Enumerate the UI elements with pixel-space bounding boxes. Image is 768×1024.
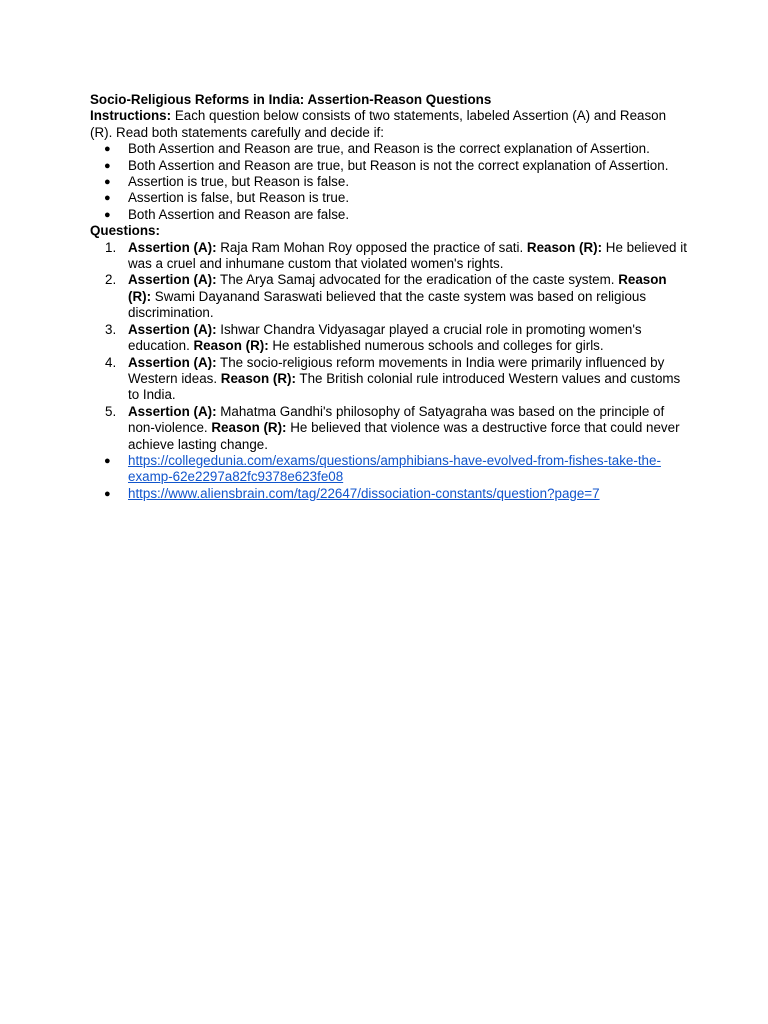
assertion-label: Assertion (A): [128, 354, 217, 370]
question-item [90, 355, 690, 404]
instructions-paragraph [90, 108, 690, 141]
option-item [90, 141, 690, 157]
bullet-icon: ● [104, 487, 111, 500]
answer-options-list [90, 141, 690, 223]
question-number: 3. [105, 321, 117, 337]
questions-heading: Questions: [90, 223, 160, 239]
assertion-label: Assertion (A): [128, 321, 217, 337]
option-text: Assertion is false, but Reason is true. [128, 190, 350, 206]
instructions-label: Instructions: [90, 108, 172, 124]
option-text: Both Assertion and Reason are false. [128, 206, 350, 222]
question-number: 4. [105, 354, 117, 370]
reason-label: Reason (R): [211, 420, 287, 436]
question-item [90, 240, 690, 273]
option-text: Both Assertion and Reason are true, and Reason is the correct explanation of Assertion. [128, 141, 650, 157]
bullet-icon: ● [104, 192, 111, 205]
question-item [90, 404, 690, 453]
question-number: 2. [105, 272, 117, 288]
reference-link[interactable]: https://www.aliensbrain.com/tag/22647/dissociation-constants/question?page=7 [128, 485, 600, 501]
assertion-text: The socio-religious reform movements in India were primarily influenced by Western ideas. [128, 354, 665, 386]
question-item [90, 272, 690, 321]
question-item [90, 322, 690, 355]
reason-text: He believed it was a cruel and inhumane custom that violated women's rights. [128, 239, 687, 272]
reference-link-item [90, 453, 690, 486]
option-item [90, 158, 690, 174]
reason-label: Reason (R): [128, 272, 667, 304]
assertion-label: Assertion (A): [128, 403, 217, 419]
reference-link[interactable]: https://collegedunia.com/exams/questions/amphibians-have-evolved-from-fishes-take-the-examp-62e2297a82fc9378e623fe08 [128, 452, 661, 485]
bullet-icon: ● [104, 208, 111, 221]
reason-text: He established numerous schools and colleges for girls. [268, 338, 604, 354]
assertion-text: Ishwar Chandra Vidyasagar played a crucial role in promoting women's education. [128, 321, 642, 354]
option-text: Assertion is true, but Reason is false. [128, 174, 350, 190]
option-item [90, 207, 690, 223]
assertion-text: Raja Ram Mohan Roy opposed the practice of sati. [216, 239, 527, 255]
reason-label: Reason (R): [193, 338, 269, 354]
option-item [90, 190, 690, 206]
reason-text: Swami Dayanand Saraswati believed that the caste system was based on religious discrimination. [128, 288, 647, 321]
bullet-icon: ● [104, 176, 111, 189]
instructions-text: Each question below consists of two statements, labeled Assertion (A) and Reason (R). Read both statements carefully and decide if: [90, 108, 667, 140]
reference-links-list [90, 453, 690, 502]
assertion-label: Assertion (A): [128, 239, 217, 255]
reason-label: Reason (R): [526, 239, 603, 255]
option-text: Both Assertion and Reason are true, but Reason is not the correct explanation of Assertion. [128, 157, 669, 173]
questions-list [90, 240, 690, 453]
option-item [90, 174, 690, 190]
question-number: 1. [105, 239, 117, 255]
question-number: 5. [105, 403, 117, 419]
reference-link-item [90, 486, 690, 502]
reason-text: He believed that violence was a destructive force that could never achieve lasting change. [128, 420, 680, 452]
assertion-text: The Arya Samaj advocated for the eradication of the caste system. [216, 272, 619, 288]
assertion-text: Mahatma Gandhi's philosophy of Satyagraha was based on the principle of non-violence. [128, 403, 665, 436]
assertion-label: Assertion (A): [128, 272, 217, 288]
reason-text: The British colonial rule introduced Western values and customs to India. [128, 370, 681, 403]
document-page [90, 92, 690, 502]
document-title: Socio-Religious Reforms in India: Assertion-Reason Questions [90, 92, 492, 107]
bullet-icon: ● [104, 143, 111, 156]
reason-label: Reason (R): [220, 370, 296, 386]
bullet-icon: ● [104, 159, 111, 172]
bullet-icon: ● [104, 454, 111, 467]
